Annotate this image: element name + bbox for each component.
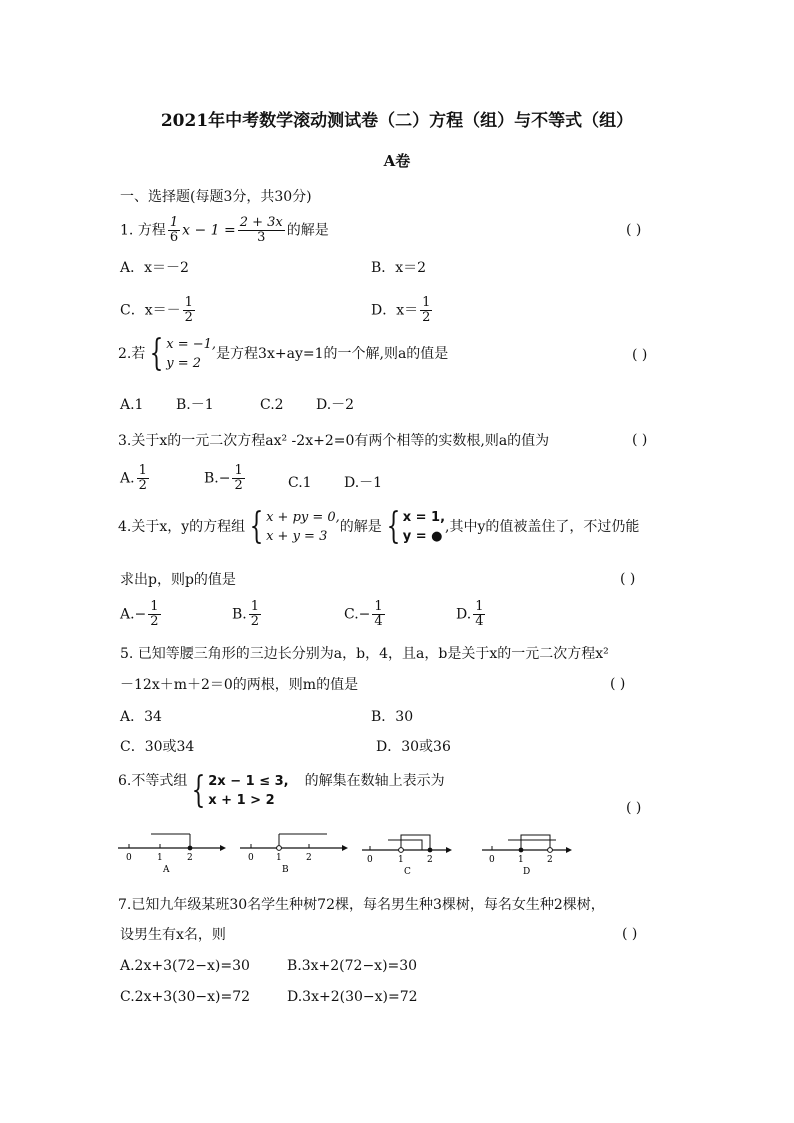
- section-heading: 一、选择题(每题3分，共30分): [120, 189, 312, 205]
- fraction: $\frac{2 + 3x}{3}$: [239, 215, 283, 245]
- answer-blank: ( ): [632, 347, 648, 363]
- question-1-stem: 1. 方程 $\frac{1}{6}$ x − 1 = $\frac{2 + 3x}{3}$ 的解是: [120, 215, 329, 245]
- equation-system: { x = −1, y = 2: [149, 333, 217, 374]
- number-line-c: [362, 835, 452, 876]
- number-lines: [110, 826, 590, 876]
- option-d: D．x＝ $\frac{1}{2}$: [371, 295, 431, 325]
- tick-label: 1: [276, 853, 282, 863]
- question-4-line2: 求出p，则p的值是: [120, 572, 236, 588]
- option-a: A.− $\frac{1}{2}$: [120, 599, 159, 629]
- answer-blank: ( ): [632, 432, 648, 448]
- question-3-stem: 3.关于x的一元二次方程ax² -2x+2=0有两个相等的实数根,则a的值为: [118, 433, 550, 449]
- option-b: B.3x+2(72−x)=30: [287, 958, 418, 974]
- tick-label: 2: [306, 853, 312, 863]
- tick-label: 2: [187, 853, 193, 863]
- option-d: D. $\frac{1}{4}$: [456, 599, 484, 629]
- question-4-stem: 4.关于x，y的方程组 { x + py = 0, x + y = 3 的解是 { x = 1, y = ● ,其中y的值被盖住了，不过仍能: [118, 506, 640, 547]
- tick-label: 0: [367, 855, 373, 865]
- number-line-b: [240, 834, 348, 875]
- tick-label: 0: [126, 853, 132, 863]
- option-c: C.− $\frac{1}{4}$: [344, 599, 383, 629]
- question-5-stem: 5. 已知等腰三角形的三边长分别为a，b，4，且a，b是关于x的一元二次方程x²: [120, 646, 609, 662]
- option-a: A.2x+3(72−x)=30: [120, 958, 250, 974]
- option-a: A. $\frac{1}{2}$: [120, 463, 147, 493]
- answer-blank: ( ): [626, 222, 642, 238]
- option-d: D．30或36: [376, 739, 451, 755]
- tick-label: 1: [398, 855, 404, 865]
- option-b: B.－1: [176, 397, 214, 413]
- option-c: C.2x+3(30−x)=72: [120, 989, 251, 1005]
- option-c: C.2: [260, 397, 284, 413]
- question-2-stem: 2.若 { x = −1, y = 2 是方程3x+ay=1的一个解,则a的值是: [118, 333, 449, 374]
- option-label: B: [282, 865, 289, 875]
- tick-label: 1: [518, 855, 524, 865]
- option-b: B.− $\frac{1}{2}$: [204, 463, 243, 493]
- page-title: 2021年中考数学滚动测试卷（二）方程（组）与不等式（组）: [160, 111, 634, 131]
- option-d: D.－1: [344, 475, 383, 491]
- option-label: D: [523, 867, 531, 876]
- answer-blank: ( ): [626, 800, 642, 816]
- answer-blank: ( ): [610, 676, 626, 692]
- tick-label: 2: [427, 855, 433, 865]
- solution-system: { x = 1, y = ●: [386, 506, 446, 547]
- section-subtitle: A卷: [383, 152, 411, 170]
- option-b: B．30: [371, 709, 414, 725]
- option-label: C: [404, 867, 411, 876]
- number-line-d: [482, 835, 572, 876]
- tick-label: 0: [248, 853, 254, 863]
- tick-label: 2: [547, 855, 553, 865]
- question-5-line2: －12x＋m＋2＝0的两根，则m的值是: [120, 677, 359, 693]
- option-b: B．x＝2: [371, 260, 427, 276]
- option-a: A．34: [120, 709, 162, 725]
- option-c: C．x＝－ $\frac{1}{2}$: [120, 295, 193, 325]
- option-c: C．30或34: [120, 739, 195, 755]
- question-7-line2: 设男生有x名，则: [120, 927, 226, 943]
- option-label: A: [163, 865, 170, 875]
- number-line-a: [118, 834, 226, 875]
- tick-label: 0: [489, 855, 495, 865]
- option-a: A．x＝－2: [120, 260, 189, 276]
- tick-label: 1: [157, 853, 163, 863]
- answer-blank: ( ): [622, 926, 638, 942]
- option-a: A.1: [120, 397, 144, 413]
- equation-system: { x + py = 0, x + y = 3: [249, 506, 340, 547]
- option-c: C.1: [288, 475, 312, 491]
- option-d: D.3x+2(30−x)=72: [287, 989, 418, 1005]
- fraction: $\frac{1}{6}$: [169, 215, 179, 245]
- question-7-stem: 7.已知九年级某班30名学生种树72棵，每名男生种3棵树，每名女生种2棵树，: [118, 897, 605, 913]
- question-6-stem: 6.不等式组 { 2x − 1 ≤ 3, x + 1 > 2 的解集在数轴上表示为: [118, 770, 445, 811]
- option-d: D.－2: [316, 397, 355, 413]
- answer-blank: ( ): [620, 571, 636, 587]
- inequality-system: { 2x − 1 ≤ 3, x + 1 > 2: [191, 770, 289, 811]
- option-b: B. $\frac{1}{2}$: [232, 599, 260, 629]
